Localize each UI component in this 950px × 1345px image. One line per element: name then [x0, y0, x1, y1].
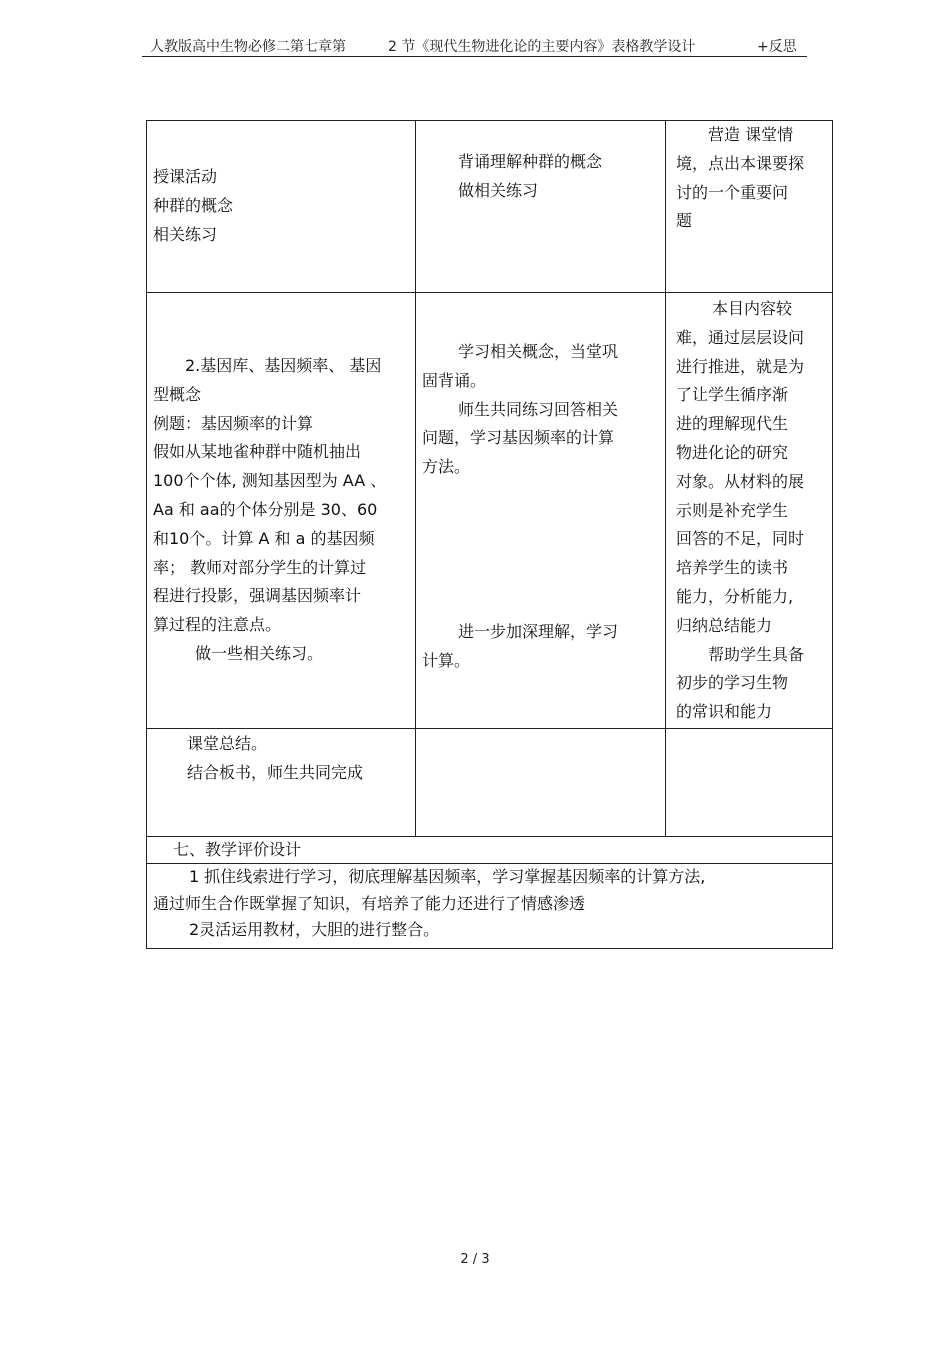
text-line: 种群的概念: [153, 195, 234, 215]
text-line: 帮助学生具备: [708, 644, 805, 664]
text-line: 做一些相关练习。: [195, 643, 324, 663]
text-line: 了让学生循序渐: [676, 385, 789, 405]
text-line: 学习相关概念，当堂巩: [458, 342, 619, 361]
empty-cell: [666, 729, 832, 836]
text-line: 2.基因库、基因频率、 基因: [185, 356, 382, 375]
text-line: 结合板书，师生共同完成: [187, 762, 364, 782]
text-line: 算过程的注意点。: [153, 615, 282, 635]
text-line: 回答的不足，同时: [676, 529, 805, 549]
text-line: 培养学生的读书: [676, 558, 789, 578]
text-line: 能力，分析能力,: [676, 586, 794, 606]
text-line: 问题，学习基因频率的计算: [422, 428, 615, 448]
intent-cell: [666, 293, 832, 728]
summary-cell: [147, 729, 416, 836]
text-line: 例题：基因频率的计算: [153, 413, 314, 433]
text-line: 1 抓住线索进行学习，彻底理解基因频率，学习掌握基因频率的计算方法,: [189, 867, 706, 886]
evaluation-title-cell: [147, 837, 832, 863]
text-line: 对象。从材料的展: [676, 471, 805, 491]
text-line: 初步的学习生物: [676, 673, 789, 693]
table-row: [147, 729, 832, 837]
text-line: 营造 课堂情: [708, 125, 794, 144]
text-line: 题: [676, 211, 693, 231]
text-line: 率； 教师对部分学生的计算过: [153, 557, 367, 577]
evaluation-content-cell: [147, 864, 832, 948]
text-line: 归纳总结能力: [676, 615, 773, 635]
header-middle: 2 节《现代生物进化论的主要内容》表格教学设计: [388, 39, 696, 55]
text-line: 授课活动: [153, 167, 218, 186]
text-line: 通过师生合作既掌握了知识，有培养了能力还进行了情感渗透: [153, 893, 586, 913]
page-number: 2 / 3: [460, 1252, 490, 1267]
header-right: +反思: [757, 39, 797, 55]
text-line: 做相关练习: [458, 180, 539, 200]
student-activity-cell: [416, 293, 666, 728]
student-activity-cell: [416, 121, 666, 292]
text-line: 和10个。计算 A 和 a 的基因频: [153, 528, 375, 548]
text-line: 程进行投影，强调基因频率计: [153, 586, 362, 606]
text-line: 讨的一个重要问: [676, 182, 789, 202]
header-left: 人教版高中生物必修二第七章第: [150, 39, 346, 55]
text-line: 计算。: [422, 650, 471, 670]
text-line: 方法。: [422, 457, 471, 477]
text-line: 假如从某地雀种群中随机抽出: [153, 442, 362, 462]
text-line: 进一步加深理解，学习: [458, 621, 619, 641]
empty-cell: [416, 729, 666, 836]
text-line: 背诵理解种群的概念: [458, 152, 603, 171]
text-line: 师生共同练习回答相关: [458, 399, 619, 419]
text-line: 境，点出本课要探: [676, 153, 805, 173]
text-line: 固背诵。: [422, 370, 487, 390]
text-line: 相关练习: [153, 224, 218, 244]
text-line: 进的理解现代生: [676, 414, 789, 434]
table-row: [147, 864, 832, 948]
text-line: 课堂总结。: [187, 734, 268, 753]
text-line: 2灵活运用教材，大胆的进行整合。: [189, 920, 440, 939]
text-line: 本目内容较: [712, 299, 793, 318]
intent-cell: [666, 121, 832, 292]
activity-cell: [147, 293, 416, 728]
table-row: [147, 121, 832, 293]
text-line: 进行推进，就是为: [676, 356, 805, 376]
text-line: 100个个体, 测知基因型为 AA 、: [153, 471, 387, 491]
evaluation-title: 七、教学评价设计: [173, 840, 302, 859]
text-line: 物进化论的研究: [676, 442, 789, 462]
table-row: [147, 837, 832, 864]
text-line: 型概念: [153, 384, 202, 404]
text-line: 难，通过层层设问: [676, 327, 805, 347]
text-line: Aa 和 aa的个体分别是 30、60: [153, 499, 378, 519]
table-row: [147, 293, 832, 729]
text-line: 的常识和能力: [676, 702, 773, 722]
lesson-table: [146, 120, 833, 949]
page-header: [142, 34, 807, 57]
activity-cell: [147, 121, 416, 292]
text-line: 示则是补充学生: [676, 500, 789, 520]
